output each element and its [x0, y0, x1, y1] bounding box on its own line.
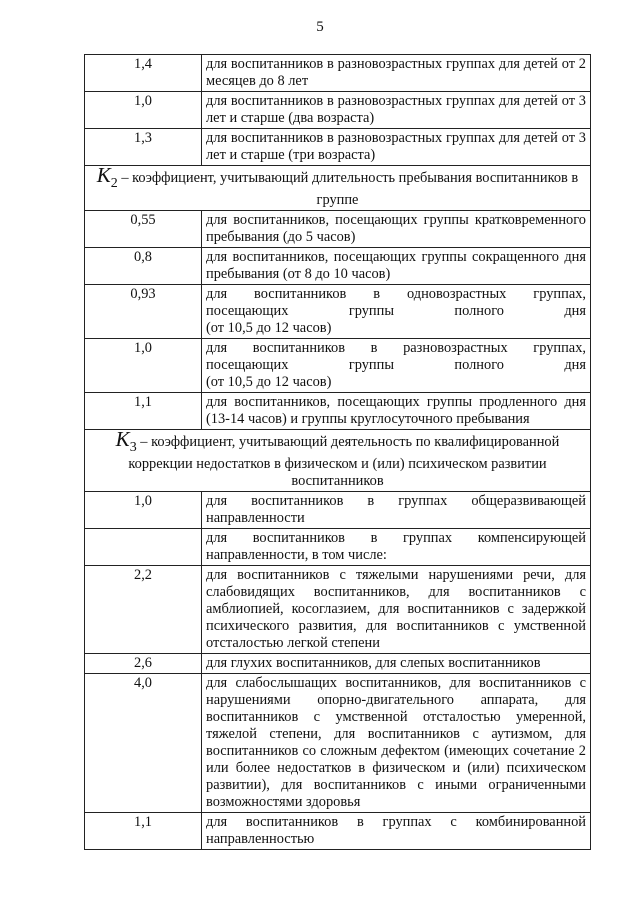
- coefficient-value: 2,6: [85, 654, 202, 674]
- coefficient-value: 1,4: [85, 55, 202, 92]
- table-row: [85, 492, 591, 529]
- table-row: [85, 674, 591, 813]
- table-row: [85, 654, 591, 674]
- k3-letter: K: [115, 427, 130, 452]
- k2-index: 2: [110, 176, 118, 192]
- coefficient-description: [202, 285, 591, 339]
- coefficient-value: 1,1: [85, 813, 202, 850]
- coefficient-description: для воспитанников в группах общеразвивающей направленности: [202, 492, 591, 529]
- coefficient-description: для воспитанников, посещающих группы сокращенного дня пребывания (от 8 до 10 часов): [202, 248, 591, 285]
- k2-letter: K: [96, 163, 111, 187]
- k3-index: 3: [129, 440, 137, 456]
- coefficient-description: для слабослышащих воспитанников, для воспитанников с нарушениями опорно-двигательного аппарата, для воспитанников с умственной отсталостью умеренной, тяжелой степени, для воспитанников с аутизмом, для воспитанников со сложным дефектом (имеющих сочетание 2 или более недостатков в физическом и (или) психическом развитии), для воспитанников с иными ограниченными возможностями здоровья: [202, 674, 591, 813]
- k2-symbol: [96, 163, 118, 192]
- coefficient-value: 4,0: [85, 674, 202, 813]
- table-row: [85, 566, 591, 654]
- coefficient-value: 1,1: [85, 393, 202, 430]
- k3-definition: – коэффициент, учитывающий деятельность по квалифицированной коррекции недостатков в физическом и (или) психическом развитии воспитанников: [128, 434, 560, 490]
- k2-definition: – коэффициент, учитывающий длительность пребывания воспитанников в группе: [117, 170, 579, 209]
- description-line: для воспитанников в разновозрастных группах,: [206, 340, 586, 357]
- section-header-k2: [85, 166, 591, 211]
- coefficient-value: 0,55: [85, 211, 202, 248]
- table-row: [85, 529, 591, 566]
- coefficient-value: 1,0: [85, 492, 202, 529]
- coefficient-description: [202, 339, 591, 393]
- table-row: [85, 339, 591, 393]
- coefficient-value: 1,0: [85, 339, 202, 393]
- coefficient-value: 1,0: [85, 92, 202, 129]
- description-line: (от 10,5 до 12 часов): [206, 374, 332, 391]
- table-row: [85, 813, 591, 850]
- coefficient-description: для воспитанников в группах с комбинированной направленностью: [202, 813, 591, 850]
- coefficient-description: для воспитанников в разновозрастных группах для детей от 3 лет и старше (два возраста): [202, 92, 591, 129]
- table-row: [85, 248, 591, 285]
- coefficient-description: для воспитанников с тяжелыми нарушениями речи, для слабовидящих воспитанников, для воспитанников с амблиопией, косоглазием, для воспитанников с задержкой психического развития, для воспитанников с умственной отсталостью легкой степени: [202, 566, 591, 654]
- description-line: посещающих группы полного дня: [206, 357, 586, 374]
- coefficient-description: для воспитанников в разновозрастных группах для детей от 3 лет и старше (три возраста): [202, 129, 591, 166]
- coefficient-value: 0,8: [85, 248, 202, 285]
- coefficient-value: 0,93: [85, 285, 202, 339]
- coefficient-value: [85, 529, 202, 566]
- coefficient-table: [84, 54, 591, 850]
- section-header-k3: [85, 430, 591, 492]
- description-line: для воспитанников в одновозрастных группах,: [206, 286, 586, 303]
- table-row: [85, 285, 591, 339]
- table-row: [85, 393, 591, 430]
- coefficient-description: для воспитанников, посещающих группы продленного дня (13-14 часов) и группы круглосуточного пребывания: [202, 393, 591, 430]
- k3-header-cell: [85, 427, 591, 492]
- description-line: (от 10,5 до 12 часов): [206, 320, 332, 337]
- table-row: [85, 92, 591, 129]
- coefficient-description: для воспитанников, посещающих группы кратковременного пребывания (до 5 часов): [202, 211, 591, 248]
- description-line: посещающих группы полного дня: [206, 303, 586, 320]
- coefficient-description: для глухих воспитанников, для слепых воспитанников: [202, 654, 591, 674]
- coefficient-description: для воспитанников в разновозрастных группах для детей от 2 месяцев до 8 лет: [202, 55, 591, 92]
- table-row: [85, 211, 591, 248]
- table-row: [85, 55, 591, 92]
- k3-symbol: [115, 427, 137, 456]
- coefficient-value: 2,2: [85, 566, 202, 654]
- k2-header-cell: [85, 163, 591, 211]
- coefficient-value: 1,3: [85, 129, 202, 166]
- coefficient-description: для воспитанников в группах компенсирующей направленности, в том числе:: [202, 529, 591, 566]
- page-number: 5: [316, 19, 324, 35]
- table-row: [85, 129, 591, 166]
